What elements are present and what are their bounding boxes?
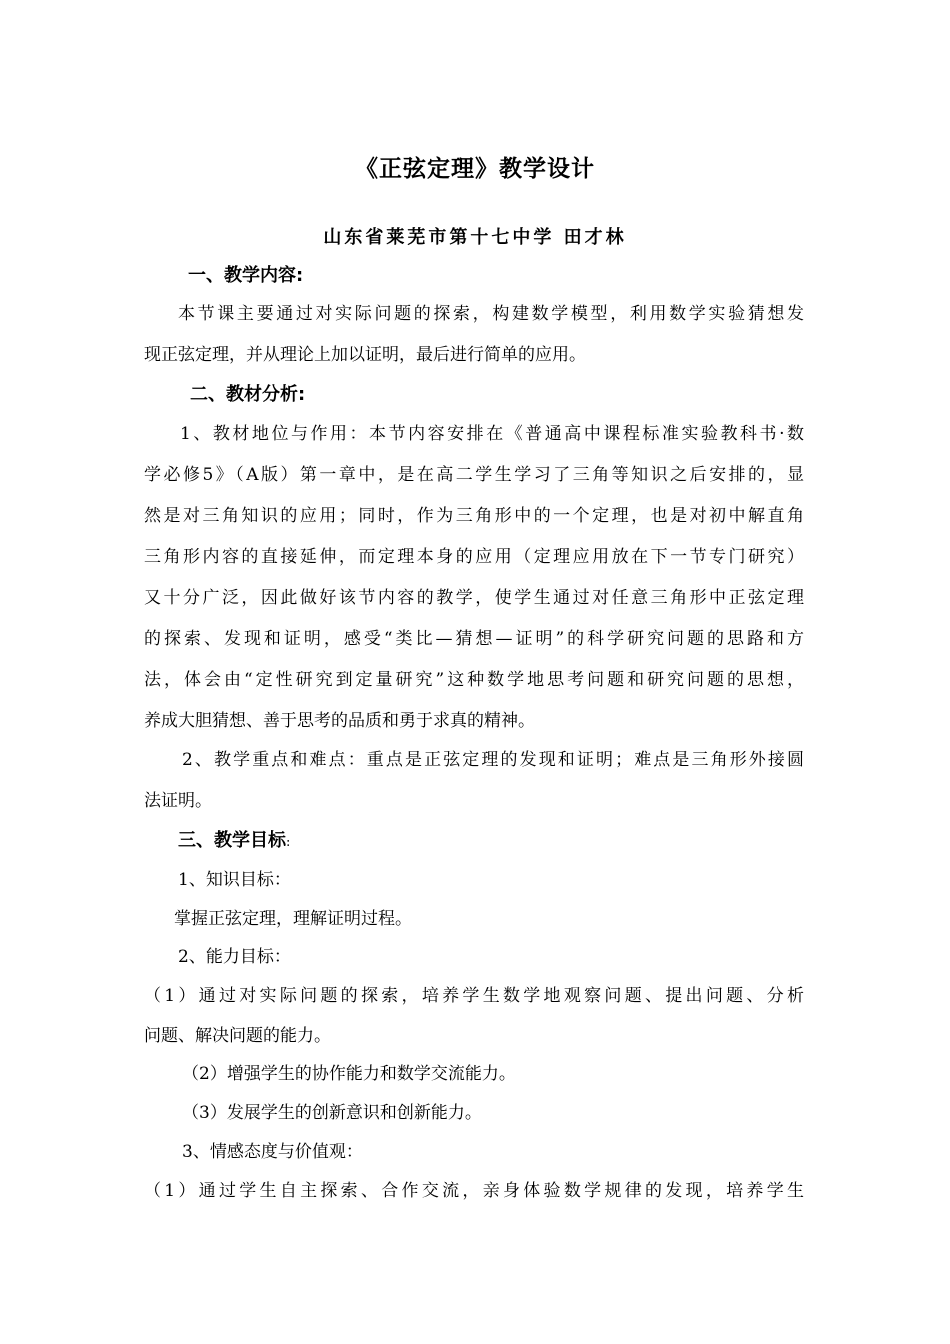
paragraph-line: 法，体会由“定性研究到定量研究”这种数学地思考问题和研究问题的思想， bbox=[144, 670, 804, 690]
section-heading-material-analysis: 二、教材分析: bbox=[190, 384, 306, 405]
section-heading-colon: : bbox=[286, 835, 291, 850]
section-heading-text: 三、教学目标 bbox=[178, 830, 286, 851]
goal-text-knowledge: 掌握正弦定理，理解证明过程。 bbox=[174, 909, 412, 929]
goal-item-ability-2: （2）增强学生的协作能力和数学交流能力。 bbox=[182, 1064, 516, 1084]
goal-label-knowledge: 1、知识目标： bbox=[178, 870, 291, 890]
paragraph-line: 法证明。 bbox=[144, 791, 212, 811]
section-heading-teaching-goals bbox=[178, 829, 290, 855]
goal-label-ability: 2、能力目标： bbox=[178, 947, 291, 967]
paragraph-line: 三角形内容的直接延伸，而定理本身的应用（定理应用放在下一节专门研究） bbox=[144, 547, 804, 567]
paragraph-line: （1）通过对实际问题的探索，培养学生数学地观察问题、提出问题、分析 bbox=[144, 986, 804, 1006]
paragraph-line: 问题、解决问题的能力。 bbox=[144, 1026, 331, 1046]
paragraph-line: 1、教材地位与作用：本节内容安排在《普通高中课程标准实验教科书·数 bbox=[180, 424, 804, 444]
paragraph-line: 现正弦定理，并从理论上加以证明，最后进行简单的应用。 bbox=[144, 345, 586, 365]
author-line: 山东省莱芜市第十七中学 田才林 bbox=[323, 227, 627, 248]
section-heading-teaching-content: 一、教学内容: bbox=[188, 265, 304, 286]
paragraph-line: 又十分广泛，因此做好该节内容的教学，使学生通过对任意三角形中正弦定理 bbox=[144, 588, 804, 608]
paragraph-line: （1）通过学生自主探索、合作交流，亲身体验数学规律的发现，培养学生 bbox=[144, 1181, 804, 1201]
goal-item-ability-3: （3）发展学生的创新意识和创新能力。 bbox=[182, 1103, 482, 1123]
paragraph-line: 本节课主要通过对实际问题的探索，构建数学模型，利用数学实验猜想发 bbox=[178, 304, 804, 324]
paragraph-line: 然是对三角知识的应用；同时，作为三角形中的一个定理，也是对初中解直角 bbox=[144, 506, 804, 526]
document-title: 《正弦定理》教学设计 bbox=[355, 156, 595, 182]
paragraph-line: 学必修5》（A版）第一章中，是在高二学生学习了三角等知识之后安排的，显 bbox=[144, 465, 804, 485]
paragraph-line: 2、教学重点和难点：重点是正弦定理的发现和证明；难点是三角形外接圆 bbox=[182, 750, 804, 770]
goal-label-emotion: 3、情感态度与价值观： bbox=[182, 1142, 363, 1162]
paragraph-line: 的探索、发现和证明，感受“类比—猜想—证明”的科学研究问题的思路和方 bbox=[144, 629, 804, 649]
paragraph-line: 养成大胆猜想、善于思考的品质和勇于求真的精神。 bbox=[144, 711, 535, 731]
